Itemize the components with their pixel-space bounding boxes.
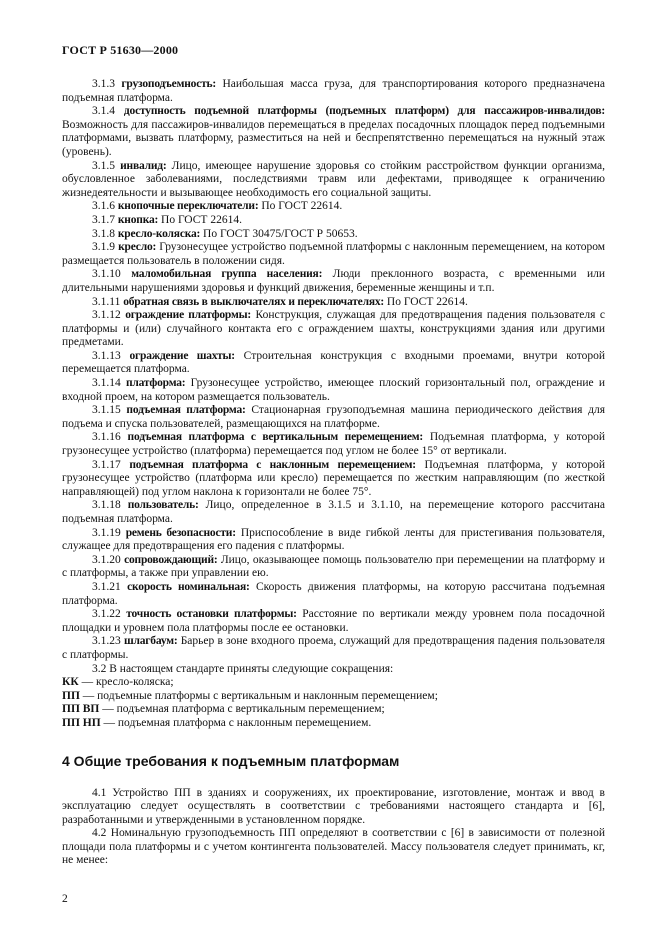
- definition-term: инвалид:: [120, 159, 167, 172]
- definition-text: Подъемная платформа, у которой грузонесущее устройство (платформа) перемещается под углом не более 15° от вертикали.: [62, 431, 606, 458]
- definition-text: Подъемная платформа, у которой грузонесущее устройство (платформа или кресло) перемещается по жестким направляющим (по жесткой направляющей) под углом наклона к горизонтали не более 75°.: [62, 458, 606, 498]
- definition-number: 3.1.16: [92, 431, 121, 444]
- definition-item: [62, 105, 605, 159]
- definition-text: По ГОСТ 30475/ГОСТ Р 50653.: [203, 227, 358, 240]
- definition-item: [62, 296, 605, 310]
- definition-item: [62, 200, 605, 214]
- abbreviations-intro: 3.2 В настоящем стандарте приняты следующие сокращения:: [92, 662, 394, 675]
- definition-number: 3.1.21: [92, 580, 121, 593]
- definition-item: [62, 160, 605, 201]
- definition-number: 3.1.3: [92, 78, 115, 90]
- section-heading: 4 Общие требования к подъемным платформам: [62, 752, 400, 769]
- definition-number: 3.1.4: [92, 105, 115, 118]
- definition-item: [62, 581, 605, 608]
- definition-number: 3.1.7: [92, 213, 115, 226]
- paragraph-4-2: 4.2 Номинальную грузоподъемность ПП определяют в соответствии с [6] в зависимости от полезной площади пола платформы и с учетом контингента пользователей. Массу пользователя следует принимать, кг, не менее:: [62, 827, 605, 867]
- abbreviation-text: — подъемная платформа с наклонным перемещением.: [103, 716, 372, 729]
- definition-item: [62, 459, 605, 500]
- definition-item: [62, 350, 605, 377]
- definition-item: [62, 499, 605, 526]
- definition-term: точность остановки платформы:: [126, 608, 297, 621]
- definition-item: [62, 404, 605, 431]
- abbreviation-item: [62, 703, 605, 717]
- definition-term: подъемная платформа с вертикальным перемещением:: [127, 431, 424, 444]
- definition-item: [62, 228, 605, 242]
- definition-number: 3.1.23: [92, 635, 121, 648]
- abbreviation-text: — кресло-коляска;: [81, 676, 174, 689]
- definition-term: шлагбаум:: [123, 635, 178, 648]
- definition-text: По ГОСТ 22614.: [261, 200, 343, 213]
- definition-number: 3.1.9: [92, 241, 115, 254]
- definition-text: Люди преклонного возраста, с временными или длительными нарушениями здоровья и функций движения, беременные женщины и т.п.: [62, 268, 605, 294]
- definition-text: Лицо, имеющее нарушение здоровья со стойким расстройством функции организма, обусловленное заболеваниями, последствиями травм или дефектами, приводящее к ограничению жизнедеятельности и вызывающее необходимость его социальной защиты.: [62, 159, 606, 199]
- definition-item: [62, 527, 605, 554]
- definition-term: ремень безопасности:: [125, 526, 236, 539]
- abbreviation-code: ПП: [62, 689, 80, 702]
- definition-text: Возможность для пассажиров-инвалидов перемещаться в пределах посадочных площадок перед подъемными платформами, вызвать платформу, разместиться на ней и беспрепятственно перемещаться на нужный этаж (уровень).: [62, 118, 605, 158]
- abbreviation-item: [62, 717, 605, 731]
- definition-item: [62, 431, 605, 458]
- abbreviation-item: [62, 690, 605, 704]
- definition-number: 3.1.8: [92, 227, 115, 240]
- definition-text: Грузонесущее устройство, имеющее плоский горизонтальный пол, ограждение и входной проем, на котором размещается пользователь.: [62, 377, 605, 403]
- definition-term: подъемная платформа:: [126, 404, 246, 417]
- definition-term: кресло-коляска:: [117, 227, 201, 240]
- definition-item: [62, 608, 605, 635]
- definition-text: Скорость движения платформы, на которую рассчитана подъемная платформа.: [62, 580, 606, 607]
- abbreviation-code: ПП НП: [62, 716, 101, 729]
- definition-text: Стационарная грузоподъемная машина периодического действия для подъема и спуска пользователей, размещающихся на платформе.: [62, 404, 606, 430]
- abbreviation-text: — подъемная платформа с вертикальным перемещением;: [102, 703, 385, 716]
- definition-number: 3.1.18: [92, 499, 121, 512]
- definition-item: [62, 635, 605, 662]
- document-header: ГОСТ Р 51630—2000: [62, 43, 179, 57]
- definition-text: Наибольшая масса груза, для транспортирования которого предназначена подъемная платформа.: [62, 78, 606, 104]
- definition-item: [62, 554, 605, 581]
- definition-number: 3.1.17: [92, 458, 121, 471]
- definition-text: Расстояние по вертикали между уровнем пола посадочной площадки и уровнем пола платформы после ее остановки.: [62, 608, 606, 634]
- definition-term: скорость номинальная:: [127, 580, 250, 593]
- definition-number: 3.1.14: [92, 377, 121, 390]
- definition-item: [62, 377, 605, 404]
- definition-number: 3.1.10: [92, 268, 121, 281]
- definition-number: 3.1.6: [92, 200, 115, 213]
- paragraph-4-1: 4.1 Устройство ПП в зданиях и сооружениях, их проектирование, изготовление, монтаж и ввод в эксплуатацию следует осуществлять в соответствии с требованиями настоящего стандарта и [6], разработанными и утвержденными в установленном порядке.: [62, 786, 605, 826]
- abbreviation-item: [62, 676, 605, 690]
- definition-number: 3.1.20: [92, 553, 121, 566]
- abbreviation-code: ПП ВП: [62, 703, 100, 716]
- definition-number: 3.1.22: [92, 608, 121, 621]
- abbreviation-text: — подъемные платформы с вертикальным и наклонным перемещением;: [82, 689, 438, 702]
- definition-term: ограждение платформы:: [125, 309, 252, 322]
- definition-text: Барьер в зоне входного проема, служащий для предотвращения падения пользователя с платформы.: [62, 635, 606, 661]
- definition-term: платформа:: [125, 377, 186, 390]
- definition-item: [62, 214, 605, 228]
- definition-term: доступность подъемной платформы (подъемных платформ) для пассажиров-инвалидов:: [123, 105, 605, 118]
- definition-text: Строительная конструкция с входными проемами, внутри которой перемещается платформа.: [62, 349, 606, 376]
- definition-text: По ГОСТ 22614.: [161, 213, 242, 226]
- definitions-list: [62, 78, 605, 663]
- definition-number: 3.1.5: [92, 159, 115, 172]
- definition-number: 3.1.19: [92, 526, 121, 539]
- definition-item: [62, 309, 605, 350]
- definition-item: [62, 78, 605, 105]
- definition-text: Лицо, определенное в 3.1.5 и 3.1.10, на перемещение которого рассчитана подъемная платформа.: [62, 499, 605, 525]
- definition-text: Грузонесущее устройство подъемной платформы с наклонным перемещением, на котором размещается пользователь в положении сидя.: [62, 241, 606, 267]
- definition-text: По ГОСТ 22614.: [386, 295, 468, 308]
- definition-number: 3.1.15: [92, 404, 121, 417]
- definition-text: Приспособление в виде гибкой ленты для пристегивания пользователя, служащее для предотвращения его падения с платформы.: [62, 526, 606, 553]
- definition-item: [62, 268, 605, 295]
- definition-number: 3.1.13: [92, 349, 121, 362]
- definition-term: пользователь:: [127, 499, 199, 512]
- definition-term: кнопка:: [117, 213, 159, 226]
- definition-term: грузоподъемность:: [121, 78, 217, 90]
- abbreviations-list: [62, 676, 605, 730]
- definition-term: ограждение шахты:: [129, 349, 235, 362]
- definition-term: кнопочные переключатели:: [117, 200, 259, 213]
- definition-term: сопровождающий:: [124, 553, 218, 566]
- definition-text: Лицо, оказывающее помощь пользователю при перемещении на платформу и с платформы, а также при управлении ею.: [62, 553, 605, 580]
- definition-number: 3.1.12: [92, 309, 121, 322]
- definition-term: кресло:: [118, 241, 157, 254]
- definition-term: обратная связь в выключателях и переключателях:: [123, 295, 385, 308]
- definition-item: [62, 241, 605, 268]
- abbreviation-code: КК: [62, 676, 79, 689]
- definition-term: подъемная платформа с наклонным перемещением:: [129, 458, 416, 471]
- definition-text: Конструкция, служащая для предотвращения падения пользователя с платформы и (или) случайного контакта его с ограждением шахты, конструкциями здания или другими предметами.: [62, 309, 605, 349]
- definition-number: 3.1.11: [92, 295, 121, 308]
- definition-term: маломобильная группа населения:: [131, 268, 323, 281]
- page-number: 2: [62, 893, 68, 905]
- document-body: [62, 78, 605, 868]
